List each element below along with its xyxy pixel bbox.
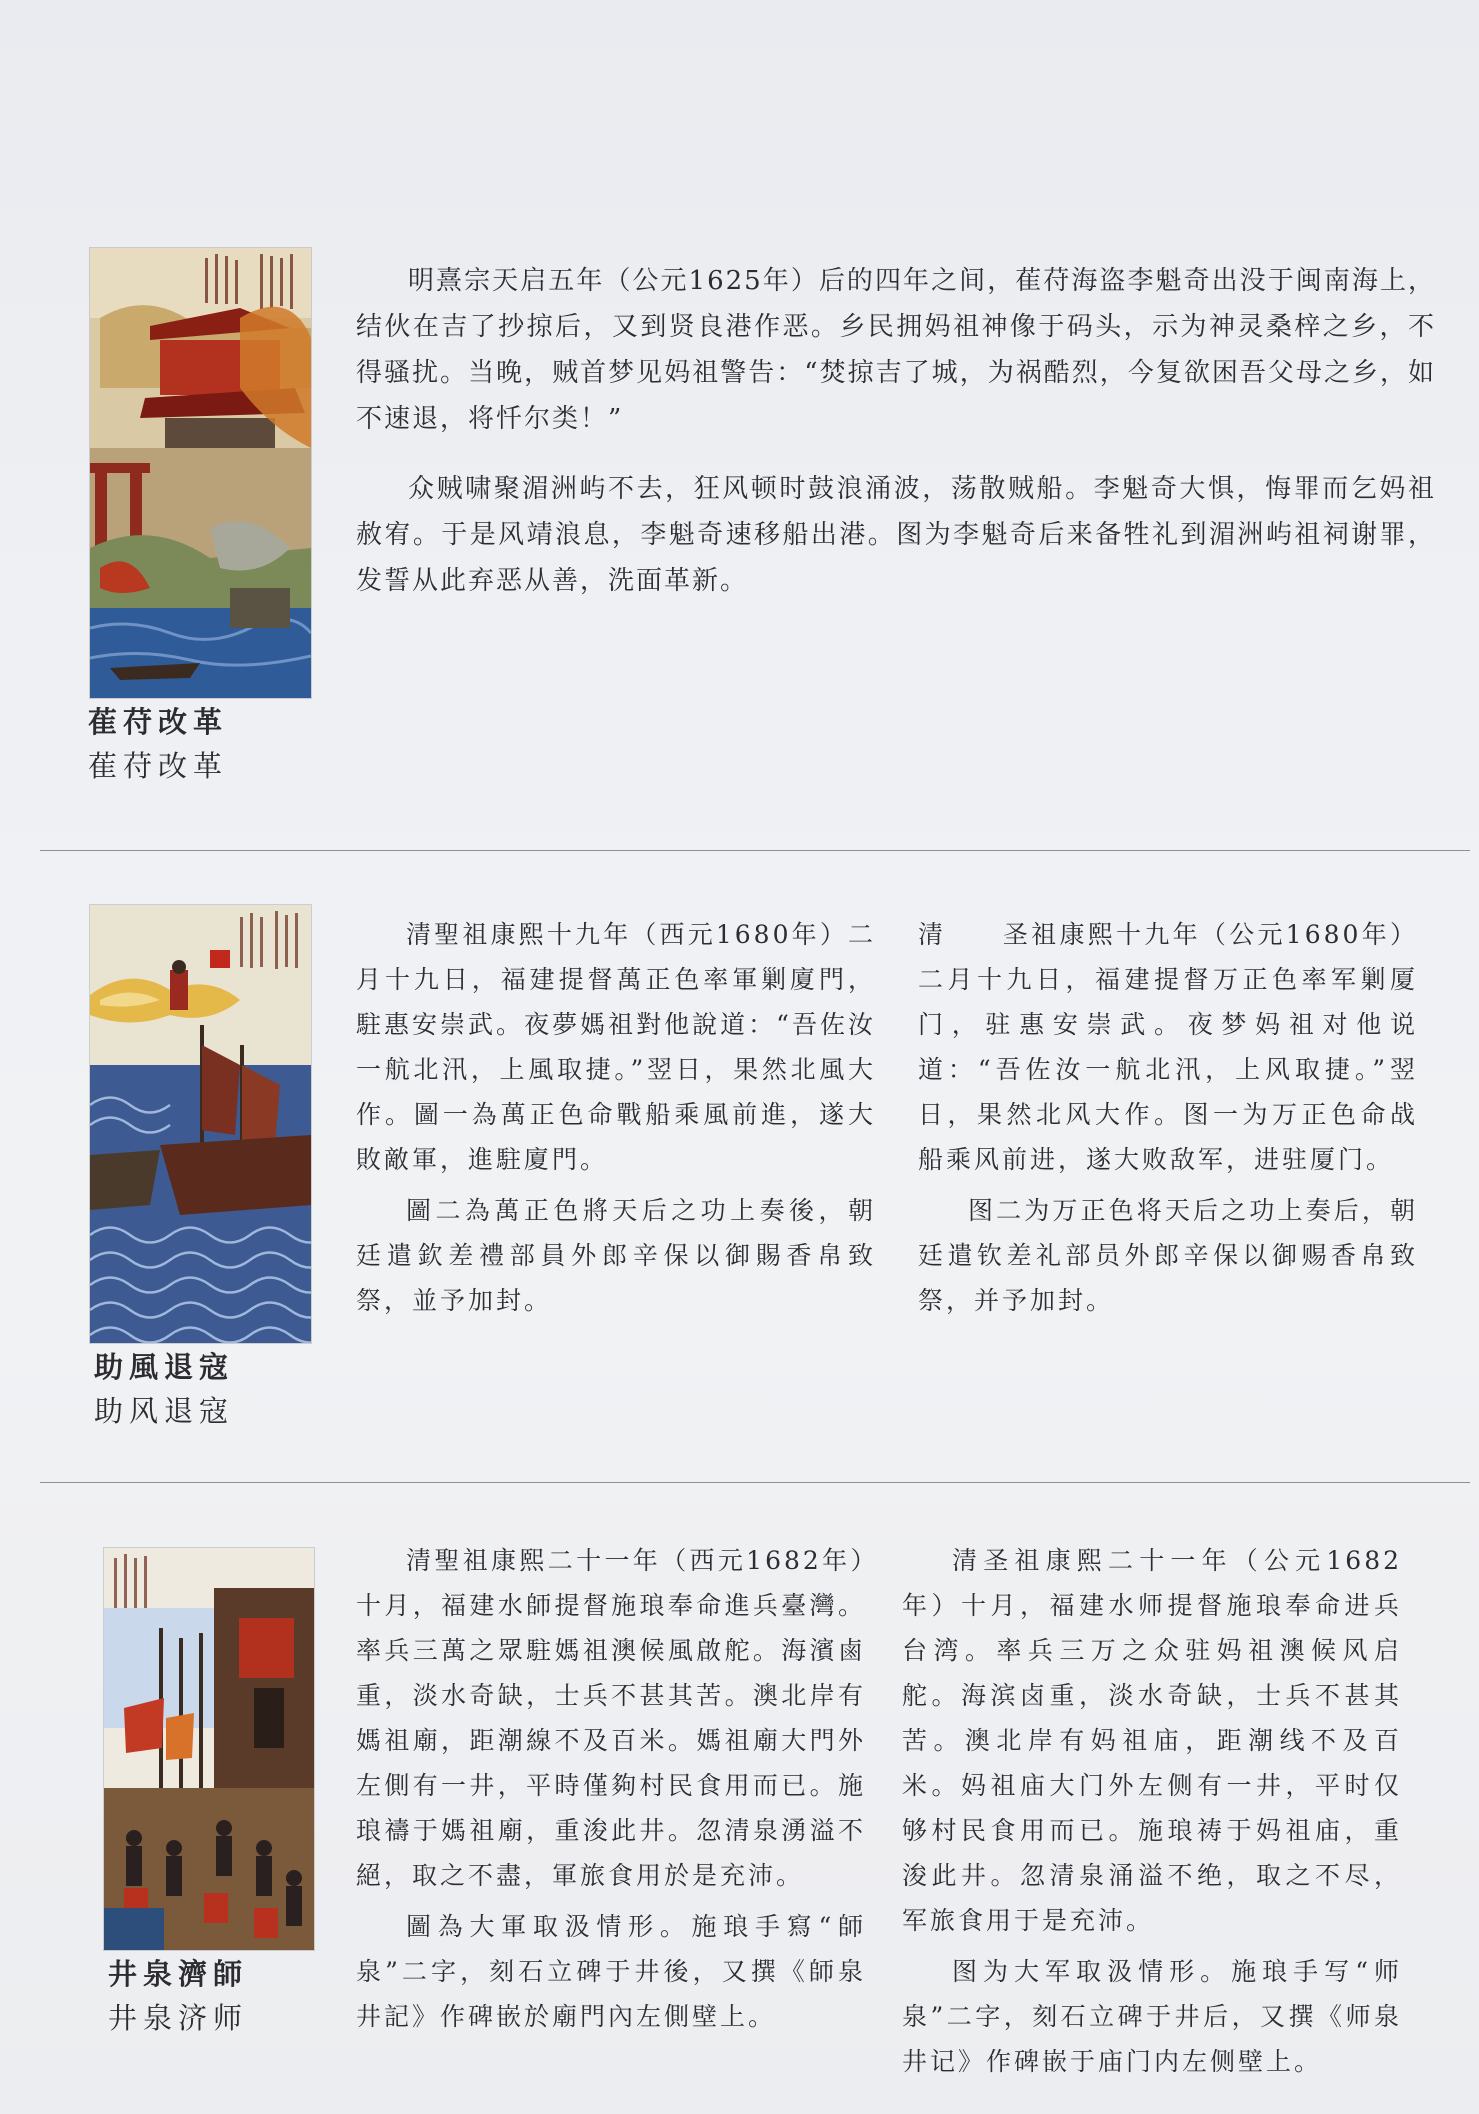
section-1-paragraph-1: 明熹宗天启五年（公元1625年）后的四年之间，萑苻海盗李魁奇出没于闽南海上，结伙在吉了抄掠后，又到贤良港作恶。乡民拥妈祖神像于码头，示为神灵桑梓之乡，不得骚扰。当晚，贼首梦见妈祖警告：“焚掠吉了城，为祸酷烈，今复欲困吾父母之乡，如不速退，将忏尔类！” <box>356 266 1436 434</box>
section-divider-2 <box>40 1482 1470 1483</box>
painting-warship-waves-icon <box>90 905 311 1343</box>
section-1-paragraph-2: 众贼啸聚湄洲屿不去，狂风顿时鼓浪涌波，荡散贼船。李魁奇大惧，悔罪而乞妈祖赦宥。于是风靖浪息，李魁奇速移船出港。图为李魁奇后来备牲礼到湄洲屿祖祠谢罪，发誓从此弃恶从善，洗面革新。 <box>356 474 1436 596</box>
caption-traditional: 萑苻改革 <box>88 705 229 739</box>
traditional-text-column-2 <box>356 912 876 1329</box>
painting-army-well-icon <box>104 1548 314 1950</box>
caption-traditional: 井泉濟師 <box>108 1957 249 1991</box>
caption-traditional: 助風退寇 <box>94 1350 235 1384</box>
caption-simplified: 助风退寇 <box>94 1394 235 1428</box>
painting-pirate-temple-icon <box>90 248 311 698</box>
section-divider-1 <box>40 850 1470 851</box>
simp-paragraph-1: 清 圣祖康熙十九年（公元1680年）二月十九日，福建提督万正色率军剿厦门，驻惠安崇武。夜梦妈祖对他说道：“吾佐汝一航北汛，上风取捷。”翌日，果然北风大作。图一为万正色命战船乘风前进，遂大败敌军，进驻厦门。 <box>918 920 1418 1174</box>
caption-simplified: 萑苻改革 <box>88 749 229 783</box>
caption-2 <box>94 1345 234 1433</box>
trad-paragraph-1: 清聖祖康熙二十一年（西元1682年）十月，福建水師提督施琅奉命進兵臺灣。率兵三萬之眾駐媽祖澳候風啟舵。海濱鹵重，淡水奇缺，士兵不甚其苦。澳北岸有媽祖廟，距潮線不及百米。媽祖廟大門外左側有一井，平時僅夠村民食用而已。施琅禱于媽祖廟，重浚此井。忽清泉湧溢不絕，取之不盡，軍旅食用於是充沛。 <box>356 1546 866 1890</box>
simp-paragraph-1: 清圣祖康熙二十一年（公元1682年）十月，福建水师提督施琅奉命进兵台湾。率兵三万之众驻妈祖澳候风启舵。海滨卤重，淡水奇缺，士兵不甚其苦。澳北岸有妈祖庙，距潮线不及百米。妈祖庙大门外左侧有一井，平时仅够村民食用而已。施琅祷于妈祖庙，重浚此井。忽清泉涌溢不绝，取之不尽，军旅食用于是充沛。 <box>902 1546 1402 1935</box>
painting-image-1 <box>90 248 311 698</box>
simp-paragraph-2: 图二为万正色将天后之功上奏后，朝廷遣钦差礼部员外郎辛保以御赐香帛致祭，并予加封。 <box>918 1196 1418 1315</box>
painting-image-2 <box>90 905 311 1343</box>
simplified-text-column-3 <box>902 1538 1402 2090</box>
caption-simplified: 井泉济师 <box>108 2001 249 2035</box>
simplified-text-column-2 <box>918 912 1418 1329</box>
caption-3 <box>108 1952 248 2040</box>
traditional-text-column-3 <box>356 1538 866 2045</box>
trad-paragraph-2: 圖二為萬正色將天后之功上奏後，朝廷遣欽差禮部員外郎辛保以御賜香帛致祭，並予加封。 <box>356 1196 876 1315</box>
caption-1 <box>88 700 228 788</box>
trad-paragraph-2: 圖為大軍取汲情形。施琅手寫“師泉”二字，刻石立碑于井後，又撰《師泉井記》作碑嵌於廟門內左側壁上。 <box>356 1912 866 2031</box>
painting-image-3 <box>104 1548 314 1950</box>
simp-paragraph-2: 图为大军取汲情形。施琅手写“师泉”二字，刻石立碑于井后，又撰《师泉井记》作碑嵌于庙门内左侧壁上。 <box>902 1957 1402 2076</box>
trad-paragraph-1: 清聖祖康熙十九年（西元1680年）二月十九日，福建提督萬正色率軍剿廈門，駐惠安崇武。夜夢媽祖對他說道：“吾佐汝一航北汛，上風取捷。”翌日，果然北風大作。圖一為萬正色命戰船乘風前進，遂大敗敵軍，進駐廈門。 <box>356 920 876 1174</box>
